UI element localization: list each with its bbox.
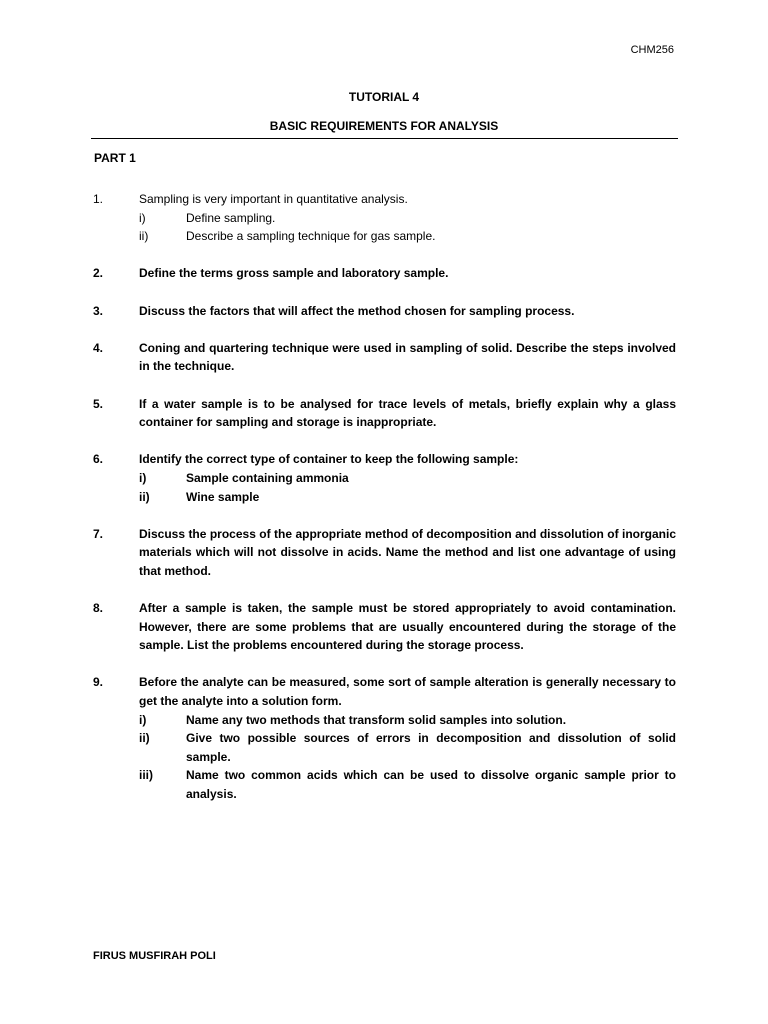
question-item (93, 673, 676, 803)
sub-question-text: Wine sample (186, 489, 260, 504)
sub-question (139, 209, 676, 228)
sub-question-text: Name any two methods that transform solid samples into solution. (186, 712, 567, 727)
sub-question-text: Sample containing ammonia (186, 470, 349, 485)
question-item (93, 599, 676, 655)
question-item (93, 450, 676, 506)
tutorial-title: TUTORIAL 4 (348, 90, 420, 104)
question-item (93, 190, 676, 246)
question-text: Coning and quartering technique were used in sampling of solid. Describe the steps involved in the technique. (139, 340, 676, 374)
part-label: PART 1 (94, 151, 136, 165)
question-number: 2. (93, 266, 104, 281)
question-text: If a water sample is to be analysed for trace levels of metals, briefly explain why a glass container for sampling and storage is inappropriate. (139, 396, 676, 430)
question-body (139, 339, 676, 376)
question-number: 7. (93, 526, 104, 541)
sub-question-number: iii) (139, 768, 153, 783)
question-item (93, 302, 676, 321)
question-list (93, 190, 676, 822)
question-item (93, 395, 676, 432)
question-body (139, 673, 676, 803)
question-text: Sampling is very important in quantitative analysis. (139, 192, 408, 206)
question-text: Before the analyte can be measured, some sort of sample alteration is generally necessary to get the analyte into a solution form. (139, 675, 676, 709)
question-body (139, 190, 676, 246)
sub-question-text: Define sampling. (186, 210, 276, 225)
author-name: FIRUS MUSFIRAH POLI (93, 950, 216, 962)
sub-question (139, 488, 676, 507)
sub-question (139, 766, 676, 803)
course-code: CHM256 (630, 44, 674, 56)
sub-question (139, 469, 676, 488)
sub-question (139, 227, 676, 246)
sub-question-number: ii) (139, 731, 150, 746)
sub-question (139, 711, 676, 730)
question-body (139, 525, 676, 581)
tutorial-subtitle: BASIC REQUIREMENTS FOR ANALYSIS (269, 119, 499, 133)
sub-question-number: ii) (139, 229, 149, 244)
question-number: 5. (93, 396, 104, 411)
sub-question-number: i) (139, 470, 147, 485)
question-body (139, 264, 676, 283)
question-text: Discuss the factors that will affect the method chosen for sampling process. (139, 303, 575, 318)
question-body (139, 450, 676, 506)
title-divider (91, 138, 678, 139)
sub-question-text: Name two common acids which can be used to dissolve organic sample prior to analysis. (186, 768, 676, 801)
sub-question (139, 729, 676, 766)
sub-question-number: i) (139, 712, 147, 727)
question-text: After a sample is taken, the sample must be stored appropriately to avoid contamination. However, there are some problems that are usually encountered during the storage of the sample. List the problems encountered during the storage process. (139, 601, 676, 653)
question-text: Define the terms gross sample and laboratory sample. (139, 266, 449, 281)
question-number: 1. (93, 192, 104, 206)
question-item (93, 264, 676, 283)
question-number: 6. (93, 452, 104, 467)
question-body (139, 599, 676, 655)
question-item (93, 339, 676, 376)
sub-question-number: i) (139, 210, 146, 225)
question-body (139, 302, 676, 321)
question-body (139, 395, 676, 432)
question-text: Identify the correct type of container to keep the following sample: (139, 452, 519, 467)
question-number: 8. (93, 601, 104, 616)
question-number: 4. (93, 340, 104, 355)
question-text: Discuss the process of the appropriate method of decomposition and dissolution of inorganic materials which will not dissolve in acids. Name the method and list one advantage of using that method. (139, 526, 676, 578)
question-item (93, 525, 676, 581)
sub-question-text: Give two possible sources of errors in decomposition and dissolution of solid sample. (186, 731, 676, 764)
question-number: 9. (93, 675, 104, 690)
question-number: 3. (93, 303, 104, 318)
sub-question-number: ii) (139, 489, 150, 504)
sub-question-text: Describe a sampling technique for gas sample. (186, 229, 436, 244)
